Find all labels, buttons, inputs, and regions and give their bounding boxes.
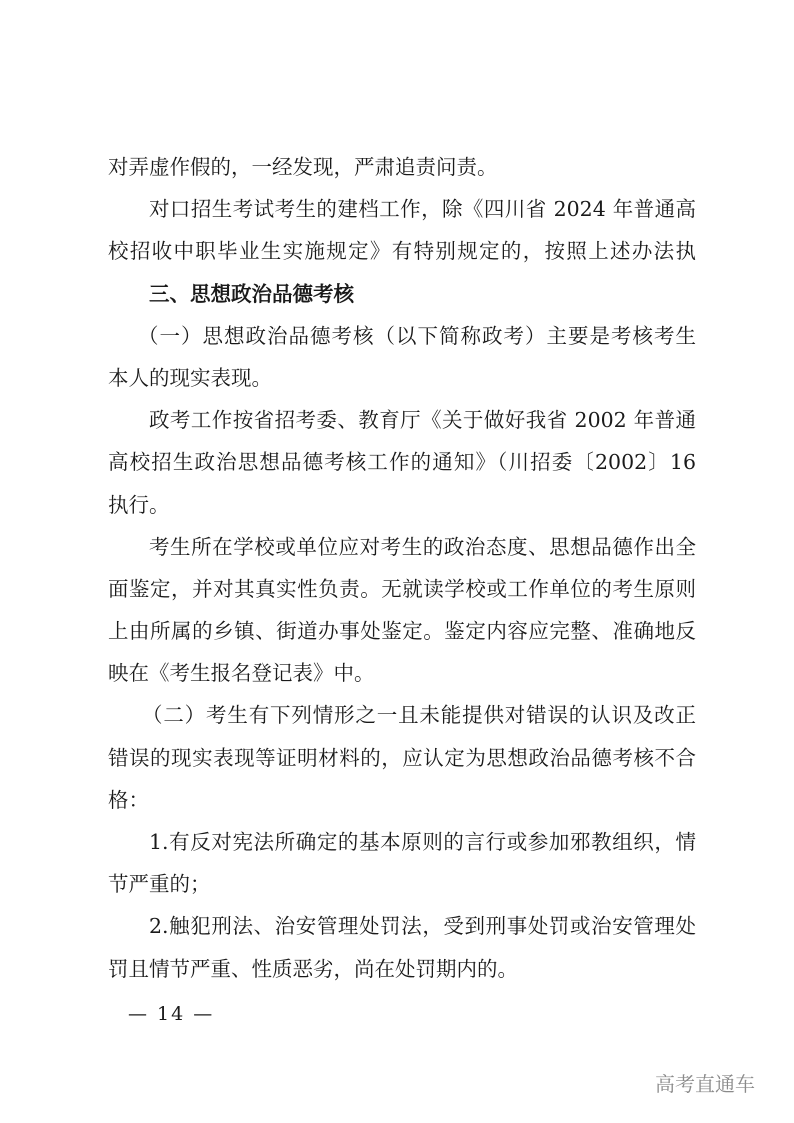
paragraph-line: 节严重的；	[108, 872, 211, 897]
paragraph-line: 高校招生政治思想品德考核工作的通知》（川招委〔2002〕16	[108, 450, 696, 475]
watermark: 高考直通车	[655, 1072, 755, 1096]
paragraph-line: 考生所在学校或单位应对考生的政治态度、思想品德作出全	[149, 534, 696, 559]
paragraph-line: 本人的现实表现。	[108, 365, 272, 390]
paragraph-line: 对弄虚作假的，一经发现，严肃追责问责。	[108, 155, 498, 179]
section-heading: 三、思想政治品德考核	[149, 281, 354, 306]
list-item: 2.触犯刑法、治安管理处罚法，受到刑事处罚或治安管理处	[149, 914, 696, 939]
list-item: 1.有反对宪法所确定的基本原则的言行或参加邪教组织，情	[149, 830, 696, 854]
paragraph-line: （二）考生有下列情形之一且未能提供对错误的认识及改正	[142, 703, 696, 728]
paragraph-line: 格：	[108, 787, 149, 812]
paragraph-line: 执行。	[108, 492, 170, 517]
paragraph-line: （一）思想政治品德考核（以下简称政考）主要是考核考生	[138, 323, 696, 348]
paragraph-line: 罚且情节严重、性质恶劣，尚在处罚期内的。	[108, 956, 518, 981]
paragraph-line: 对口招生考试考生的建档工作，除《四川省 2024 年普通高	[149, 197, 696, 222]
paragraph-line: 政考工作按省招考委、教育厅《关于做好我省 2002 年普通	[149, 408, 696, 433]
paragraph-line: 上由所属的乡镇、街道办事处鉴定。鉴定内容应完整、准确地反	[108, 619, 696, 644]
paragraph-line: 面鉴定，并对其真实性负责。无就读学校或工作单位的考生原则	[108, 576, 696, 601]
paragraph-line: 映在《考生报名登记表》中。	[108, 661, 375, 686]
paragraph-line: 校招收中职毕业生实施规定》有特别规定的，按照上述办法执	[108, 239, 696, 264]
document-body	[108, 146, 696, 990]
paragraph-line: 错误的现实表现等证明材料的，应认定为思想政治品德考核不合	[108, 745, 696, 770]
page-number: — 14 —	[128, 1003, 215, 1025]
